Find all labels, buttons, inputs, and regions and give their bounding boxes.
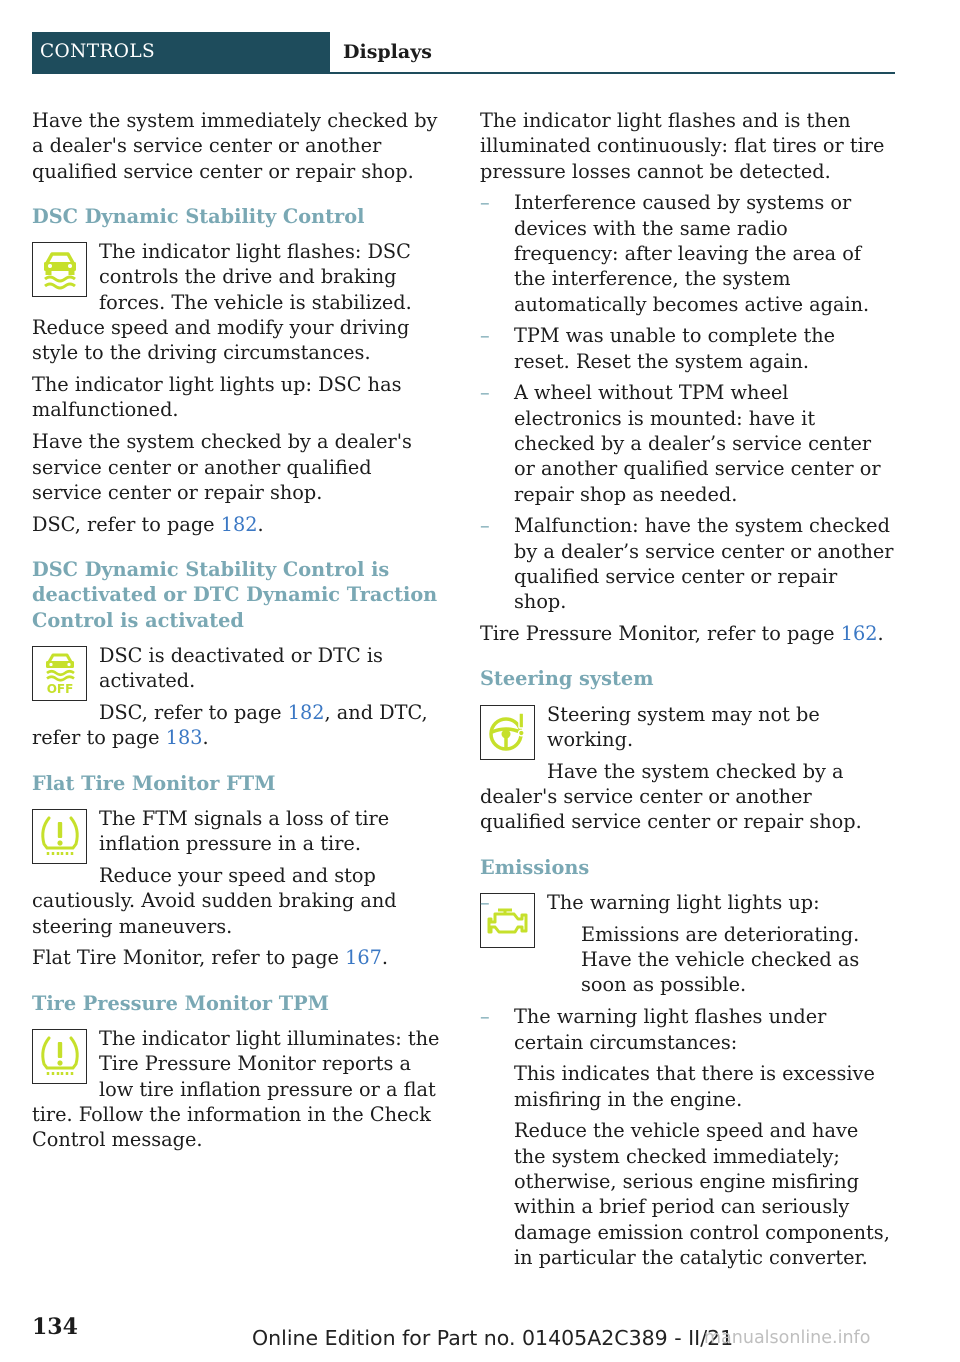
right-column <box>480 108 894 1277</box>
dsc-paragraph-3: Have the system checked by a dealer's service center or another qualified service center or repair shop. <box>32 430 412 504</box>
header-title: Displays <box>343 41 432 63</box>
page-link-183[interactable]: 183 <box>165 726 203 750</box>
dsc-heading: DSC Dynamic Stability Control <box>32 204 365 228</box>
dsc-reference: DSC, refer to page 182. <box>32 512 264 536</box>
ftm-reference: Flat Tire Monitor, refer to page 167. <box>32 946 389 970</box>
tpm-indicator-icon <box>32 1029 87 1084</box>
tpm-paragraph: The indicator light illuminates: the Tire Pressure Monitor reports a low tire inflation pressure or a flat tire. Follow the information in the Check Control message. <box>32 1026 440 1152</box>
ftm-indicator-icon <box>32 809 87 864</box>
dsc-off-indicator-icon <box>32 646 87 701</box>
tpm-flash-paragraph: The indicator light flashes and is then illuminated continuously: flat tires or tire pressure losses cannot be detected. <box>480 109 885 183</box>
tpm-reference: Tire Pressure Monitor, refer to page 162. <box>480 622 884 646</box>
dsc-paragraph-2: The indicator light lights up: DSC has malfunctioned. <box>32 373 402 422</box>
watermark: manualsonline.info <box>704 1328 871 1348</box>
page-link-182[interactable]: 182 <box>287 700 325 724</box>
page-header <box>32 32 895 74</box>
steering-paragraph-1: Steering system may not be working. <box>547 702 820 752</box>
ftm-paragraph-1: The FTM signals a loss of tire inflation pressure in a tire. <box>99 806 390 856</box>
page-link-182[interactable]: 182 <box>220 512 258 536</box>
list-item: – TPM was unable to complete the reset. Reset the system again. <box>480 324 836 373</box>
edition-footer: Online Edition for Part no. 01405A2C389 - II/21 <box>252 1326 734 1350</box>
ftm-paragraph-2: Reduce your speed and stop cautiously. Avoid sudden braking and steering maneuvers. <box>32 863 397 938</box>
tpm-heading: Tire Pressure Monitor TPM <box>32 991 329 1015</box>
page-link-162[interactable]: 162 <box>840 622 878 646</box>
page-number: 134 <box>32 1314 78 1340</box>
emissions-text-3: Reduce the vehicle speed and have the system checked immediately; otherwise, serious engine misfiring within a brief period can seriously damage emission control components, in particular the catalytic converter. <box>514 1119 890 1269</box>
emissions-text-1: Emissions are deteriorating. Have the vehicle checked as soon as possible. <box>581 922 860 997</box>
list-item: – Malfunction: have the system checked by a dealer’s service center or another qualified service center or repair shop. <box>480 514 894 614</box>
svg-text:OFF: OFF <box>46 682 73 696</box>
list-item: – The warning light flashes under certain circumstances: <box>480 1005 827 1054</box>
list-item: – The warning light lights up: <box>480 891 820 915</box>
emissions-heading: Emissions <box>480 855 590 879</box>
list-item: – Interference caused by systems or devices with the same radio frequency: after leaving the area of the interference, the system automatically becomes active again. <box>480 191 870 316</box>
steering-heading: Steering system <box>480 667 654 691</box>
list-item: – A wheel without TPM wheel electronics is mounted: have it checked by a dealer’s service center or another qualified service center or repair shop as needed. <box>480 381 881 506</box>
ftm-heading: Flat Tire Monitor FTM <box>32 771 276 795</box>
left-column <box>32 108 446 1159</box>
dsc-off-paragraph: DSC is deactivated or DTC is activated. <box>99 643 383 693</box>
dsc-indicator-icon <box>32 242 87 297</box>
dsc-off-heading: DSC Dynamic Stability Control is deactivated or DTC Dynamic Traction Control is activated <box>32 557 438 632</box>
steering-warning-icon <box>480 705 535 760</box>
emissions-text-2: This indicates that there is excessive misfiring in the engine. <box>514 1062 875 1111</box>
dsc-off-reference: DSC, refer to page 182, and DTC, refer to page 183. <box>32 700 428 750</box>
page-link-167[interactable]: 167 <box>345 946 382 970</box>
steering-paragraph-2: Have the system checked by a dealer's service center or another qualified service center or repair shop. <box>480 759 862 834</box>
dsc-paragraph-1: The indicator light flashes: DSC controls the drive and braking forces. The vehicle is stabilized. Reduce speed and modify your driving style to the driving circumstances. <box>32 240 412 365</box>
header-section: CONTROLS <box>32 32 330 72</box>
intro-paragraph: Have the system immediately checked by a dealer's service center or another qualified service center or repair shop. <box>32 109 438 183</box>
